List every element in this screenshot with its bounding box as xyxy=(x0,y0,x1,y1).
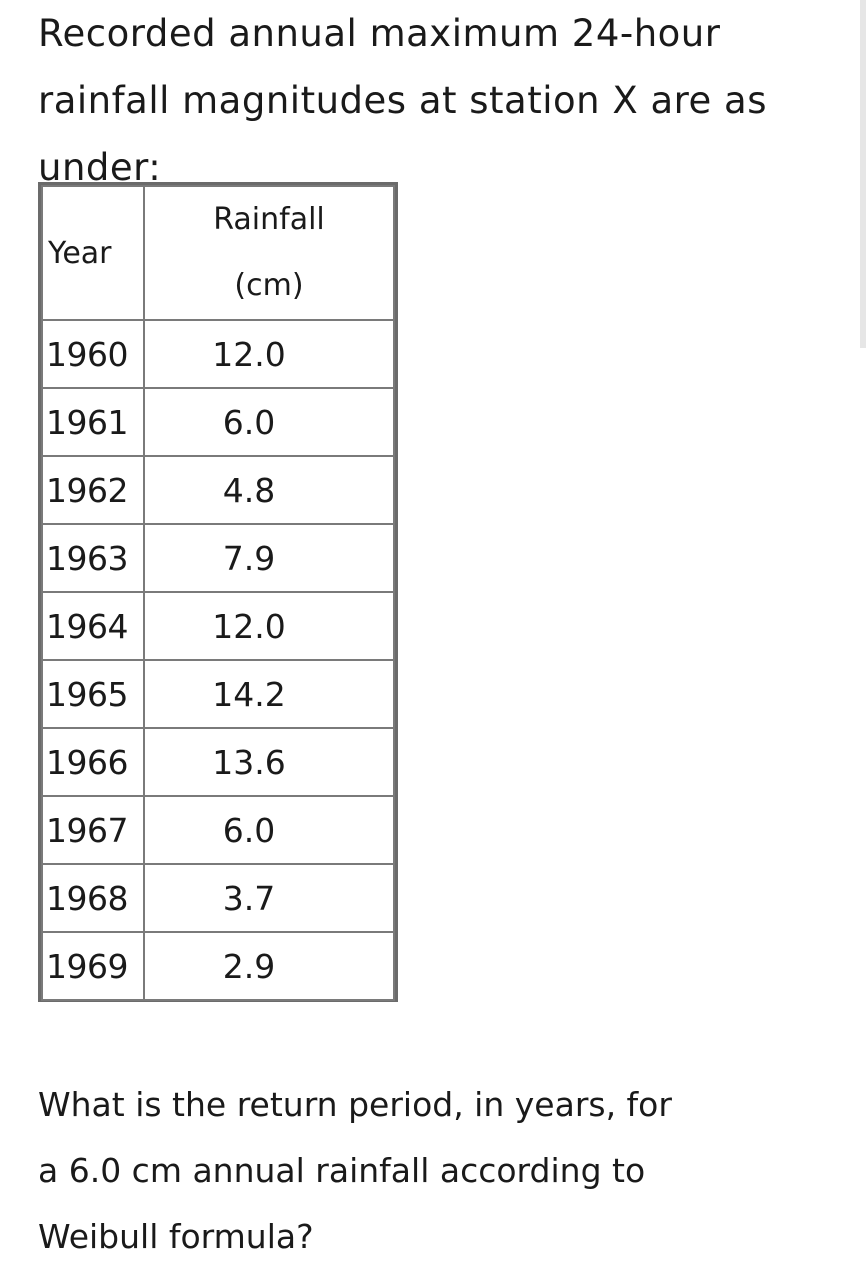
year-cell: 1965 xyxy=(42,660,144,728)
question-text xyxy=(38,1072,838,1270)
question-line-3: Weibull formula? xyxy=(38,1217,314,1256)
intro-text xyxy=(38,0,828,201)
table-row xyxy=(42,796,394,864)
year-cell: 1961 xyxy=(42,388,144,456)
rainfall-column-header xyxy=(144,186,394,320)
year-cell: 1962 xyxy=(42,456,144,524)
rainfall-cell: 2.9 xyxy=(144,932,394,1000)
table-row xyxy=(42,320,394,388)
table-row xyxy=(42,932,394,1000)
rainfall-table xyxy=(38,182,398,1002)
rainfall-data-table xyxy=(41,185,395,1001)
rainfall-cell: 12.0 xyxy=(144,592,394,660)
rainfall-header-label: Rainfall xyxy=(213,202,325,237)
intro-line-1: Recorded annual maximum 24-hour xyxy=(38,12,721,55)
year-cell: 1969 xyxy=(42,932,144,1000)
table-row xyxy=(42,660,394,728)
table-row xyxy=(42,728,394,796)
table-row xyxy=(42,592,394,660)
rainfall-cell: 6.0 xyxy=(144,796,394,864)
rainfall-cell: 4.8 xyxy=(144,456,394,524)
year-column-header: Year xyxy=(42,186,144,320)
table-row xyxy=(42,456,394,524)
rainfall-cell: 6.0 xyxy=(144,388,394,456)
rainfall-header-unit: (cm) xyxy=(234,268,304,303)
question-line-2: a 6.0 cm annual rainfall according to xyxy=(38,1151,646,1190)
table-row xyxy=(42,864,394,932)
rainfall-cell: 3.7 xyxy=(144,864,394,932)
scrollbar[interactable] xyxy=(860,0,866,348)
rainfall-cell: 13.6 xyxy=(144,728,394,796)
rainfall-cell: 7.9 xyxy=(144,524,394,592)
year-cell: 1968 xyxy=(42,864,144,932)
table-row xyxy=(42,524,394,592)
intro-line-2: rainfall magnitudes at station X are as xyxy=(38,79,768,122)
year-cell: 1967 xyxy=(42,796,144,864)
question-line-1: What is the return period, in years, for xyxy=(38,1085,672,1124)
year-cell: 1963 xyxy=(42,524,144,592)
rainfall-cell: 12.0 xyxy=(144,320,394,388)
table-header-row xyxy=(42,186,394,320)
table-row xyxy=(42,388,394,456)
intro-line-3: under: xyxy=(38,146,162,189)
year-cell: 1960 xyxy=(42,320,144,388)
rainfall-cell: 14.2 xyxy=(144,660,394,728)
year-cell: 1966 xyxy=(42,728,144,796)
year-cell: 1964 xyxy=(42,592,144,660)
